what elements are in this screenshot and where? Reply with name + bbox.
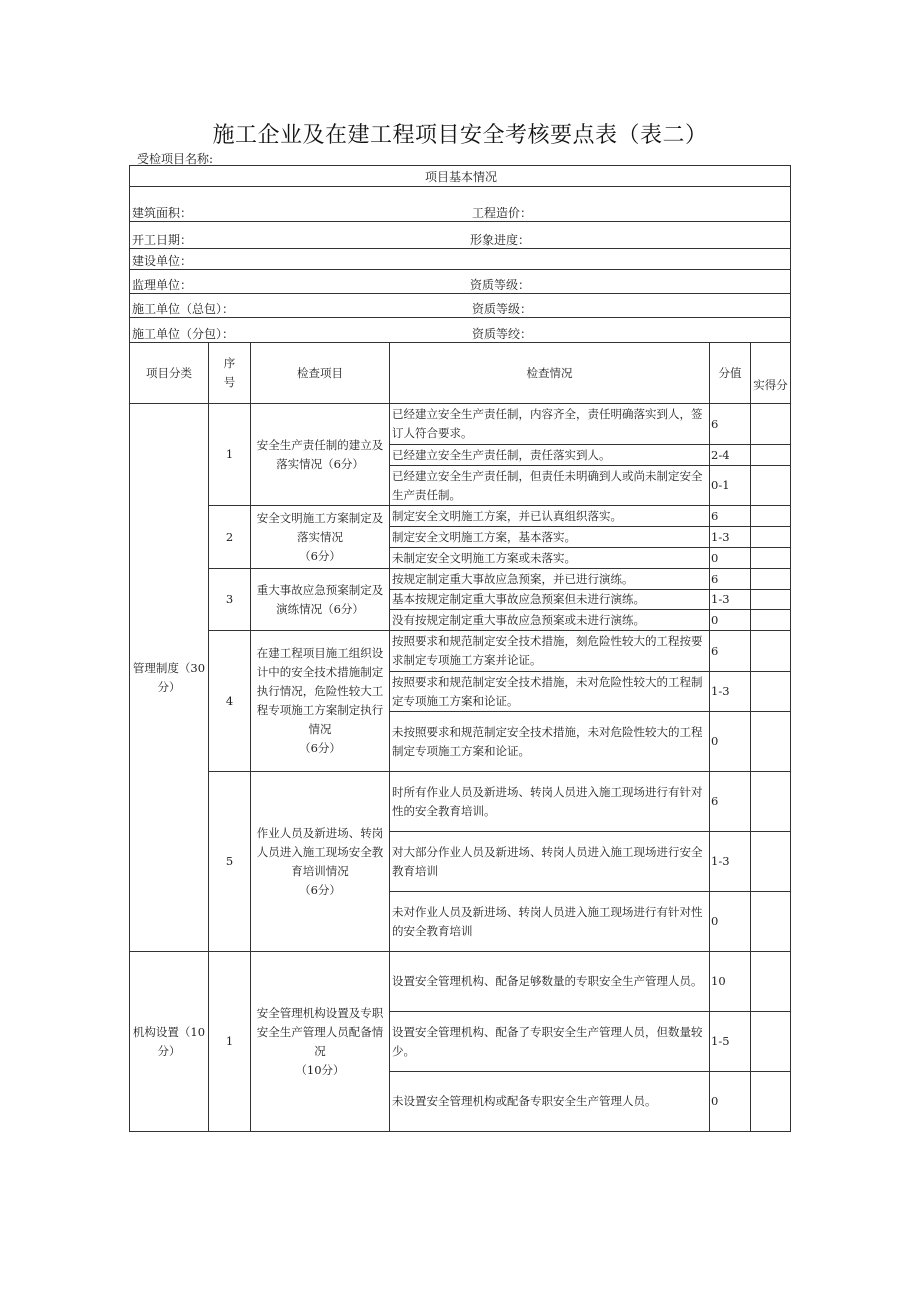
check-situation: 按照要求和规范制定安全技术措施，刻危险性较大的工程按要求制定专项施工方案并论证。 [390,631,710,672]
check-situation: 按规定制定重大事故应急预案，并已进行演练。 [390,569,710,590]
check-item-score: （6分） [299,741,341,755]
score-value: 1-3 [710,527,751,548]
actual-score-cell[interactable] [751,952,791,1012]
basic-row-developer [130,249,791,270]
actual-score-cell[interactable] [751,1012,791,1072]
actual-score-cell[interactable] [751,832,791,892]
basic-row-date [130,222,791,249]
score-value: 6 [710,404,751,445]
check-item: 重大事故应急预案制定及演练情况（6分） [251,569,390,631]
progress-label: 形象进度： [470,233,531,247]
basic-row-supervisor [130,270,791,294]
item-no: 1 [209,952,251,1132]
check-situation: 未按照要求和规范制定安全技术措施，未对危险性较大的工程制定专项施工方案和论证。 [390,712,710,772]
actual-score-cell[interactable] [751,548,791,569]
check-situation: 设置安全管理机构、配备足够数量的专职安全生产管理人员。 [390,952,710,1012]
check-item [251,772,390,952]
score-value: 6 [710,631,751,672]
score-value: 6 [710,772,751,832]
check-item: 安全生产责任制的建立及落实情况（6分） [251,404,390,506]
contractor-sub-qual-label: 资质等绞： [472,327,533,341]
basic-row-contractor-main [130,294,791,318]
actual-score-cell[interactable] [751,569,791,590]
item-no: 5 [209,772,251,952]
actual-score-cell[interactable] [751,610,791,631]
check-situation: 未对作业人员及新进场、转岗人员进入施工现场进行有针对性的安全教育培训 [390,892,710,952]
score-value: 0 [710,610,751,631]
check-item [251,631,390,772]
check-item-score: （10分） [295,1062,345,1077]
basic-row-contractor-sub [130,318,791,343]
check-item-line: 安全文明施工方案制定及落实情况 [256,510,384,544]
item-no: 1 [209,404,251,506]
actual-score-cell[interactable] [751,892,791,952]
actual-score-cell[interactable] [751,1072,791,1132]
supervisor-qual-label: 资质等级： [470,278,531,292]
actual-score-cell[interactable] [751,672,791,712]
supervisor-label: 监理单位： [132,278,193,292]
page-title: 施工企业及在建工程项目安全考核要点表（表二） [212,123,708,148]
score-value: 0 [710,1072,751,1132]
actual-score-cell[interactable] [751,712,791,772]
check-situation: 已经建立安全生产责任制，责任落实到人。 [390,445,710,466]
project-name-label: 受检项目名称: [137,152,214,166]
check-item-line: 作业人员及新进场、转岗人员进入施工现场安全教育培训情况 [256,825,384,878]
check-situation: 制定安全文明施工方案，并已认真组织落实。 [390,506,710,527]
check-item [251,952,390,1132]
category-organization: 机构设置（10分） [130,952,209,1132]
check-item-line: 在建工程项目施工组织设计中的安全技术措施制定执行情况，危险性较大工程专项施工方案制定执行情况 [256,646,384,736]
item-no: 2 [209,506,251,569]
actual-score-cell[interactable] [751,506,791,527]
score-value: 1-5 [710,1012,751,1072]
basic-row-area [130,187,791,222]
score-value: 1-3 [710,832,751,892]
actual-score-cell[interactable] [751,466,791,506]
assessment-table [129,342,791,1132]
actual-score-cell[interactable] [751,772,791,832]
header-score: 分值 [710,343,751,404]
header-seq: 序号 [209,343,251,404]
actual-score-cell[interactable] [751,631,791,672]
check-situation: 对大部分作业人员及新进场、转岗人员进入施工现场进行安全教育培训 [390,832,710,892]
check-situation: 制定安全文明施工方案，基本落实。 [390,527,710,548]
basic-info-table [129,165,791,343]
category-management: 管理制度（30分） [130,404,209,952]
score-value: 0 [710,548,751,569]
actual-score-cell[interactable] [751,590,791,610]
score-value: 0-1 [710,466,751,506]
score-value: 2-4 [710,445,751,466]
header-situation: 检查情况 [390,343,710,404]
score-value: 1-3 [710,590,751,610]
header-category: 项目分类 [130,343,209,404]
check-situation: 已经建立安全生产责任制，内容齐全，责任明确落实到人，签订人符合要求。 [390,404,710,445]
score-value: 10 [710,952,751,1012]
score-value: 0 [710,892,751,952]
start-date-label: 开工日期： [132,233,193,247]
score-value: 6 [710,506,751,527]
check-situation: 时所有作业人员及新进场、转岗人员进入施工现场进行有针对性的安全教育培训。 [390,772,710,832]
item-no: 3 [209,569,251,631]
check-situation: 已经建立安全生产责任制，但责任未明确到人或尚未制定安全生产责任制。 [390,466,710,506]
score-value: 0 [710,712,751,772]
header-actual: 实得分 [751,343,791,404]
check-situation: 没有按规定制定重大事故应急预案或未进行演练。 [390,610,710,631]
actual-score-cell[interactable] [751,527,791,548]
check-situation: 设置安全管理机构、配备了专职安全生产管理人员，但数量较少。 [390,1012,710,1072]
check-situation: 未设置安全管理机构或配备专职安全生产管理人员。 [390,1072,710,1132]
check-situation: 基本按规定制定重大事故应急预案但未进行演练。 [390,590,710,610]
contractor-sub-label: 施工单位（分包）： [132,327,235,341]
actual-score-cell[interactable] [751,404,791,445]
score-value: 1-3 [710,672,751,712]
check-item-score: （6分） [299,548,341,563]
actual-score-cell[interactable] [751,445,791,466]
check-situation: 未制定安全文明施工方案或未落实。 [390,548,710,569]
basic-info-header: 项目基本情况 [130,166,791,187]
check-item [251,506,390,569]
check-item-score: （6分） [299,882,341,897]
contractor-main-label: 施工单位（总包）： [132,302,235,316]
project-cost-label: 工程造价： [472,206,533,220]
score-value: 6 [710,569,751,590]
developer-label: 建设单位： [132,254,193,268]
check-item-line: 安全管理机构设置及专职安全生产管理人员配备情况 [256,1005,384,1058]
header-item: 检查项目 [251,343,390,404]
contractor-main-qual-label: 资质等级： [472,302,533,316]
item-no: 4 [209,631,251,772]
building-area-label: 建筑面积： [132,206,193,220]
check-situation: 按照要求和规范制定安全技术措施，未对危险性较大的工程制定专项施工方案和论证。 [390,672,710,712]
